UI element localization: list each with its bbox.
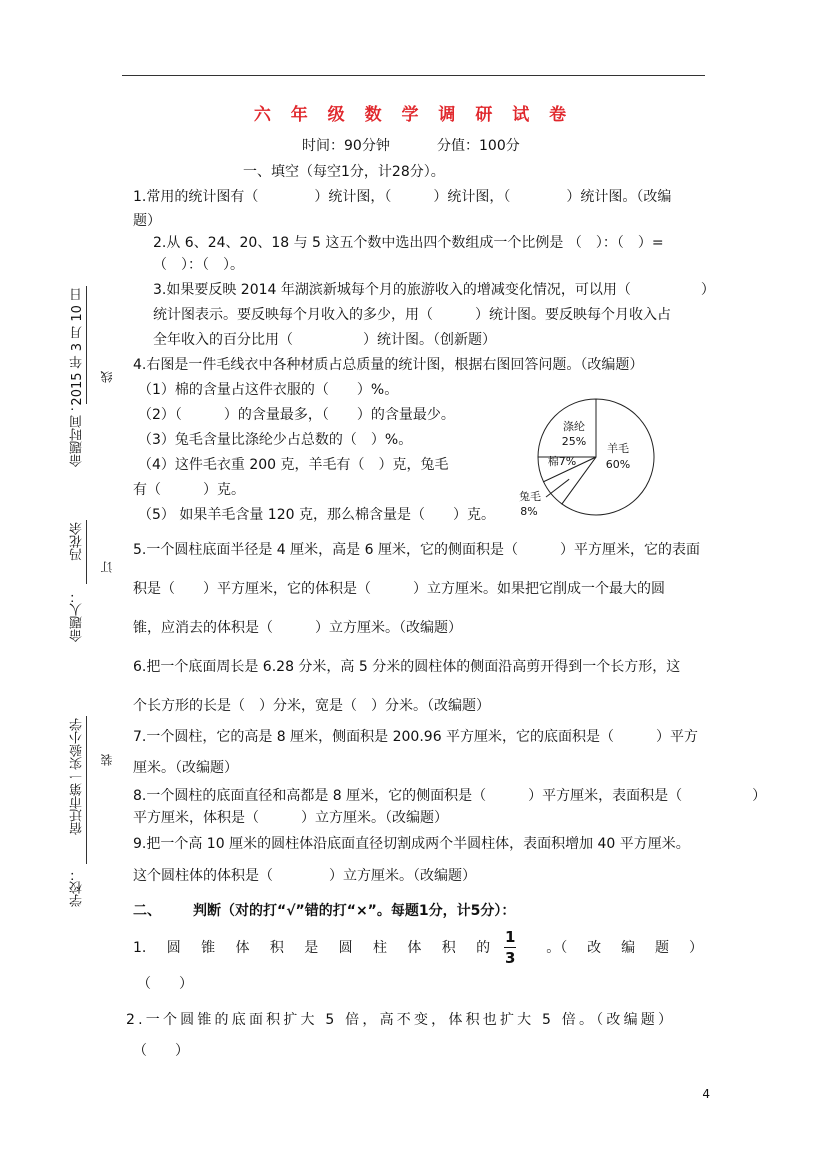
section2-number: 二、 bbox=[133, 903, 161, 919]
q4-sub3: （3）兔毛含量比涤纶少占总数的（ ）%。 bbox=[138, 432, 413, 448]
q1-part: 圆 bbox=[338, 939, 353, 956]
date-value: 2015 年 3 月 10 日 bbox=[70, 288, 85, 406]
q2-line1: 2.从 6、24、20、18 与 5 这五个数中选出四个数组成一个比例是 （ ）：（ ）= bbox=[153, 235, 664, 251]
school-underline bbox=[86, 716, 87, 864]
q9-line2: 这个圆柱体的体积是（ ）立方厘米。（改编题） bbox=[133, 868, 476, 884]
pie-label-cotton: 棉7% bbox=[547, 455, 577, 468]
q1-part: 锥 bbox=[201, 939, 216, 956]
q5-line1: 5.一个圆柱底面半径是 4 厘米，高是 6 厘米，它的侧面积是（ ）平方厘米，它的表面 bbox=[133, 542, 700, 558]
q7-line1: 7.一个圆柱，它的高是 8 厘米，侧面积是 200.96 平方厘米，它的底面积是（ ）平方 bbox=[133, 729, 699, 745]
q9-line1: 9.把一个高 10 厘米的圆柱体沿底面直径切割成两个半圆柱体，表面积增加 40 平方厘米。 bbox=[133, 836, 690, 852]
q1-part: 是 bbox=[304, 939, 319, 956]
q3-line2: 统计图表示。要反映每个月收入的多少，用（ ）统计图。要反映每个月收入占 bbox=[153, 307, 671, 323]
fraction-denominator: 3 bbox=[505, 949, 516, 967]
q1-tail-part: 改 bbox=[587, 939, 602, 956]
author-label: 命题人： bbox=[70, 590, 85, 642]
q4-sub1: （1）棉的含量占这件衣服的（ ）%。 bbox=[138, 382, 399, 398]
q1-part: 积 bbox=[269, 939, 284, 956]
header-rule bbox=[122, 75, 705, 76]
q1-tail-part: ） bbox=[688, 939, 703, 956]
page-number: 4 bbox=[702, 1087, 710, 1101]
q8-line1: 8.一个圆柱的底面直径和高都是 8 厘米，它的侧面积是（ ）平方厘米，表面积是（ ） bbox=[133, 788, 767, 804]
school-label: 学校： bbox=[70, 868, 85, 907]
q5-line3: 锥，应消去的体积是（ ）立方厘米。（改编题） bbox=[133, 620, 462, 636]
fraction-numerator: 1 bbox=[505, 928, 516, 946]
exam-score: 分值：100分 bbox=[437, 138, 520, 154]
q1-part: 柱 bbox=[372, 939, 387, 956]
q1-line2: 题） bbox=[133, 213, 161, 229]
q1-tail-part: 。（ bbox=[546, 939, 568, 956]
q4-sub4-cont: 有（ ）克。 bbox=[133, 482, 245, 498]
q7-line2: 厘米。（改编题） bbox=[133, 760, 238, 776]
one-third-fraction bbox=[504, 929, 516, 966]
q8-line2: 平方厘米，体积是（ ）立方厘米。（改编题） bbox=[133, 810, 448, 826]
material-pie-chart bbox=[510, 393, 690, 528]
pie-label-value-rabbit: 8% bbox=[520, 505, 538, 518]
q5-line2: 积是（ ）平方厘米，它的体积是（ ）立方厘米。如果把它削成一个最大的圆 bbox=[133, 581, 665, 597]
q1-part: 体 bbox=[407, 939, 422, 956]
q4-sub5: （5） 如果羊毛含量 120 克，那么棉含量是（ ）克。 bbox=[138, 507, 495, 523]
q3-line3: 全年收入的百分比用（ ）统计图。（创新题） bbox=[153, 332, 496, 348]
q4-intro: 4.右图是一件毛线衣中各种材质占总质量的统计图，根据右图回答问题。（改编题） bbox=[133, 357, 644, 373]
q3-line1: 3.如果要反映 2014 年湖滨新城每个月的旅游收入的增减变化情况，可以用（ ） bbox=[153, 282, 715, 298]
q1-tail-part: 题 bbox=[655, 939, 670, 956]
section2-heading: 判断（对的打“√”错的打“×”。每题1分，计5分）： bbox=[193, 903, 516, 919]
author-underline bbox=[86, 520, 87, 584]
q1-tail-part: 编 bbox=[621, 939, 636, 956]
pie-label-name-rabbit: 兔毛 bbox=[519, 490, 541, 503]
exam-time: 时间：90分钟 bbox=[302, 138, 390, 154]
school-value: 宿迁市第一实验小学 bbox=[70, 718, 85, 835]
judge-q2-answer-paren: （ ） bbox=[133, 1043, 189, 1059]
judge-q1-tail bbox=[546, 938, 703, 958]
binding-mark-bind: 装 bbox=[100, 754, 114, 766]
q1-part: 体 bbox=[235, 939, 250, 956]
q4-sub4: （4）这件毛衣重 200 克，羊毛有（ ）克，兔毛 bbox=[138, 457, 449, 473]
q1-part: 1. bbox=[133, 939, 147, 956]
author-value: 冯花余 bbox=[70, 522, 85, 561]
q1-part: 积 bbox=[441, 939, 456, 956]
fraction-bar bbox=[504, 947, 516, 948]
q6-line2: 个长方形的长是（ ）分米，宽是（ ）分米。（改编题） bbox=[133, 698, 490, 714]
q2-line2: （ ）：（ ）。 bbox=[153, 257, 244, 273]
q4-sub2: （2）（ ）的含量最多，（ ）的含量最少。 bbox=[138, 407, 455, 423]
q1-part: 的 bbox=[476, 939, 491, 956]
judge-q2: 2.一个圆锥的底面积扩大 5 倍，高不变，体积也扩大 5 倍。（改编题） bbox=[126, 1012, 676, 1028]
judge-q1-answer-paren: （ ） bbox=[137, 976, 193, 992]
q1-line1: 1.常用的统计图有（ ）统计图，（ ）统计图，（ ）统计图。（改编 bbox=[133, 189, 672, 205]
section1-heading: 一、填空（每空1分，计28分）。 bbox=[243, 164, 445, 180]
date-underline bbox=[86, 286, 87, 404]
judge-q1 bbox=[133, 929, 703, 966]
pie-label-name-wool: 羊毛 bbox=[607, 442, 629, 455]
q6-line1: 6.把一个底面周长是 6.28 分米，高 5 分米的圆柱体的侧面沿高剪开得到一个长方形，这 bbox=[133, 659, 681, 675]
binding-mark-line: 线 bbox=[100, 371, 114, 383]
pie-label-name-polyester: 涤纶 bbox=[563, 420, 585, 433]
pie-label-value-wool: 60% bbox=[605, 458, 631, 471]
q1-part: 圆 bbox=[166, 939, 181, 956]
page-title: 六 年 级 数 学 调 研 试 卷 bbox=[253, 105, 574, 125]
date-label: 命题时间 ： bbox=[70, 398, 85, 468]
binding-mark-order: 订 bbox=[100, 561, 114, 573]
pie-label-value-polyester: 25% bbox=[561, 435, 587, 448]
judge-q1-text bbox=[133, 938, 490, 958]
